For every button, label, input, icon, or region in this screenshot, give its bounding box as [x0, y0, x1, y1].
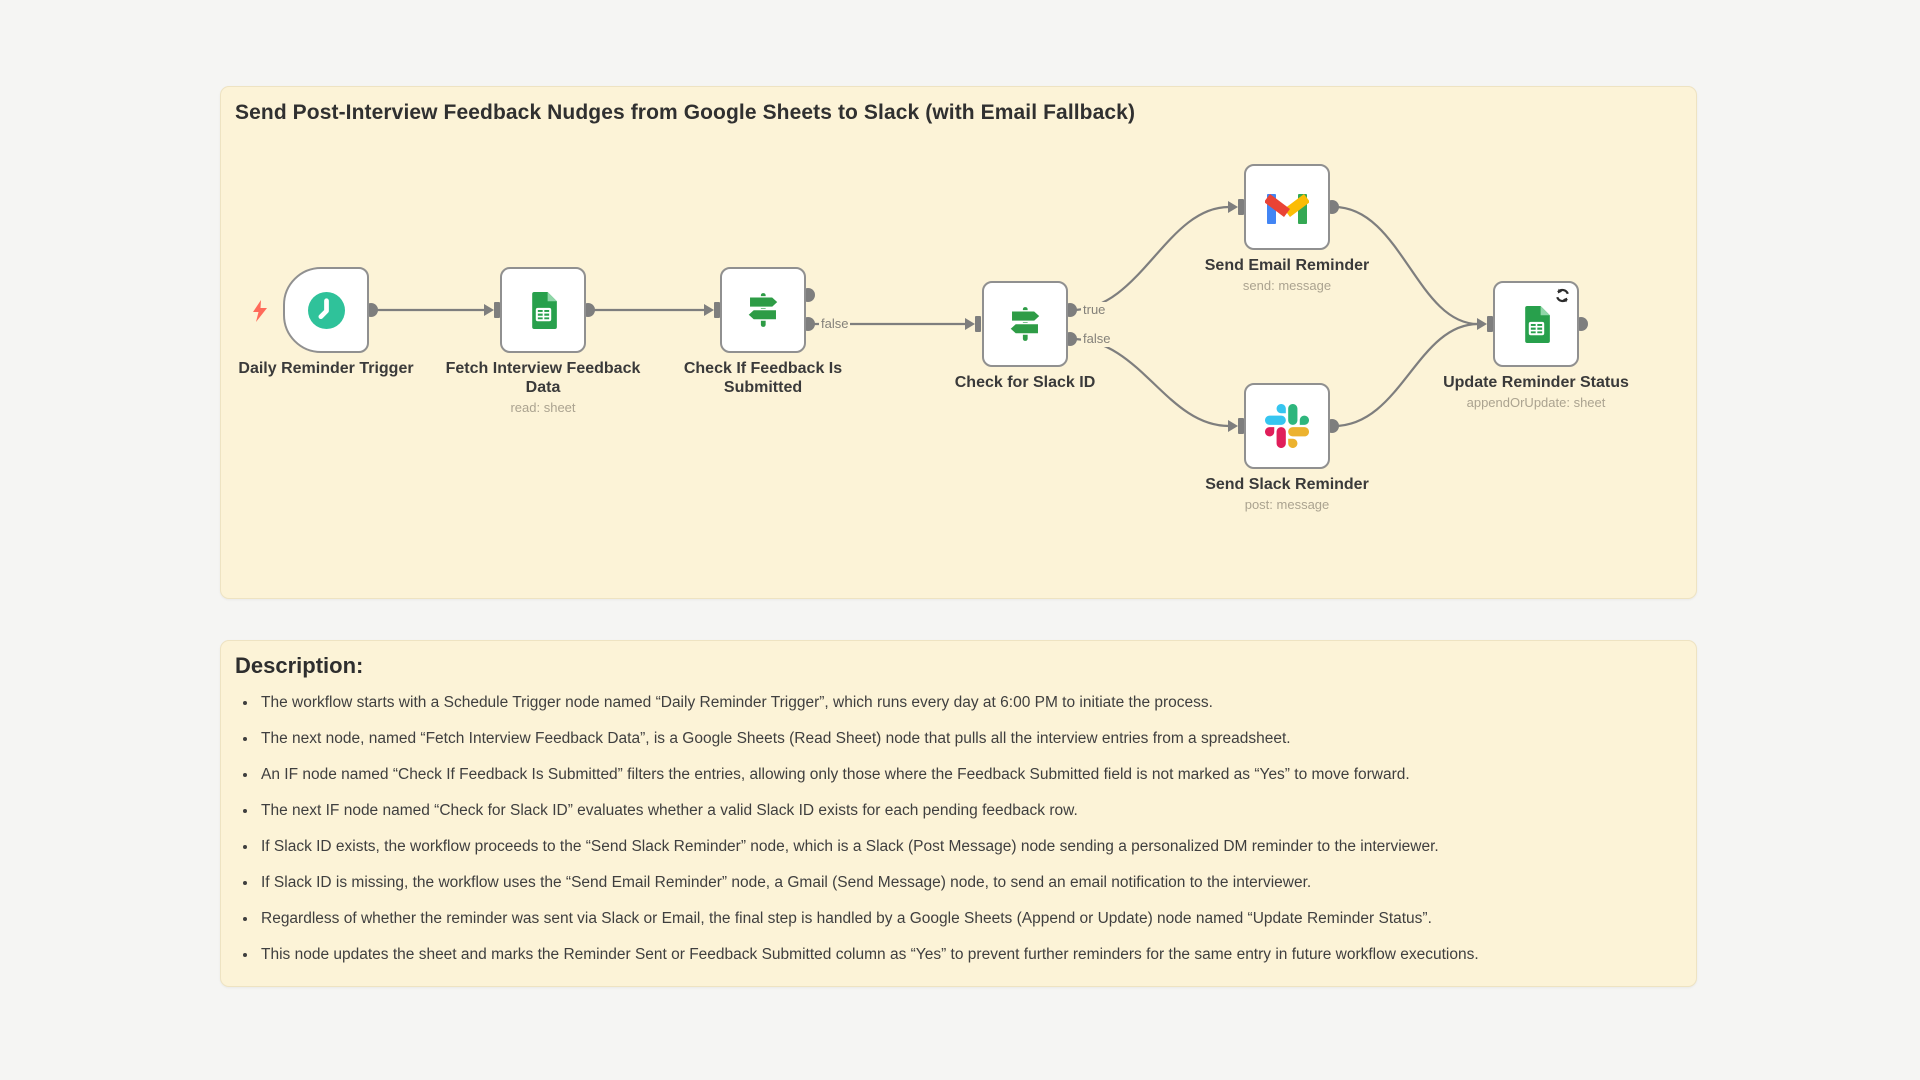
node-box[interactable]: [500, 267, 586, 353]
workflow-canvas: [221, 87, 1696, 598]
workflow-title: Send Post-Interview Feedback Nudges from Google Sheets to Slack (with Email Fallback): [235, 101, 1136, 124]
description-bullet: • The next IF node named “Check for Slack ID” evaluates whether a valid Slack ID exists for each pending feedback row.: [258, 801, 1658, 820]
description-bullet: • If Slack ID is missing, the workflow uses the “Send Email Reminder” node, a Gmail (Send Message) node, to send an email notification to the interviewer.: [258, 873, 1658, 892]
node-send-email-reminder[interactable]: [1204, 164, 1370, 293]
connection-label-true: true: [1083, 302, 1106, 317]
description-bullet: • This node updates the sheet and marks the Reminder Sent or Feedback Submitted column as “Yes” to prevent further reminders for the same entry in future workflow executions.: [258, 945, 1658, 964]
connection-label-false: false: [821, 316, 849, 331]
node-label: Check for Slack ID: [954, 374, 1096, 391]
description-list: [258, 693, 1658, 981]
node-label: Check If Feedback Is Submitted: [683, 360, 843, 396]
node-subtitle: read: sheet: [510, 400, 576, 415]
gmail-icon: [1265, 190, 1309, 224]
node-box[interactable]: [283, 267, 369, 353]
node-fetch-interview-feedback-data[interactable]: [445, 267, 641, 415]
if-signpost-icon: [1006, 307, 1044, 341]
node-box[interactable]: [1493, 281, 1579, 367]
trigger-bolt-icon: [250, 300, 268, 322]
node-box[interactable]: [720, 267, 806, 353]
google-sheets-icon: [530, 292, 557, 329]
if-signpost-icon: [744, 293, 782, 327]
description-bullet: • Regardless of whether the reminder was sent via Slack or Email, the final step is handled by a Google Sheets (Append or Update) node named “Update Reminder Status”.: [258, 909, 1658, 928]
workflow-panel: [220, 86, 1697, 599]
connection-label-false-2: false: [1083, 331, 1111, 346]
connections-layer: [221, 87, 1698, 600]
description-bullet: • The workflow starts with a Schedule Trigger node named “Daily Reminder Trigger”, which runs every day at 6:00 PM to initiate the process.: [258, 693, 1658, 712]
description-bullet: • The next node, named “Fetch Interview Feedback Data”, is a Google Sheets (Read Sheet) node that pulls all the interview entries from a spreadsheet.: [258, 729, 1658, 748]
node-subtitle: post: message: [1244, 497, 1330, 512]
description-heading: Description:: [235, 653, 364, 678]
node-label: Fetch Interview Feedback Data: [445, 360, 641, 396]
google-sheets-icon: [1523, 306, 1550, 343]
node-box[interactable]: [1244, 383, 1330, 469]
node-box[interactable]: [982, 281, 1068, 367]
node-label: Update Reminder Status: [1443, 374, 1629, 391]
description-bullet: • If Slack ID exists, the workflow proceeds to the “Send Slack Reminder” node, which is a Slack (Post Message) node sending a personalized DM reminder to the interviewer.: [258, 837, 1658, 856]
node-label: Send Email Reminder: [1204, 257, 1370, 274]
description-bullet: • An IF node named “Check If Feedback Is Submitted” filters the entries, allowing only those where the Feedback Submitted field is not marked as “Yes” to move forward.: [258, 765, 1658, 784]
node-subtitle: send: message: [1242, 278, 1332, 293]
node-label: Daily Reminder Trigger: [238, 360, 414, 377]
node-send-slack-reminder[interactable]: [1205, 383, 1369, 512]
description-panel: [220, 640, 1697, 987]
node-box[interactable]: [1244, 164, 1330, 250]
slack-icon: [1265, 404, 1309, 448]
clock-icon: [308, 292, 345, 329]
node-daily-reminder-trigger[interactable]: [238, 267, 414, 377]
sync-icon: [1555, 288, 1570, 303]
node-subtitle: appendOrUpdate: sheet: [1466, 395, 1606, 410]
node-label: Send Slack Reminder: [1205, 476, 1369, 493]
node-update-reminder-status[interactable]: [1443, 281, 1629, 410]
